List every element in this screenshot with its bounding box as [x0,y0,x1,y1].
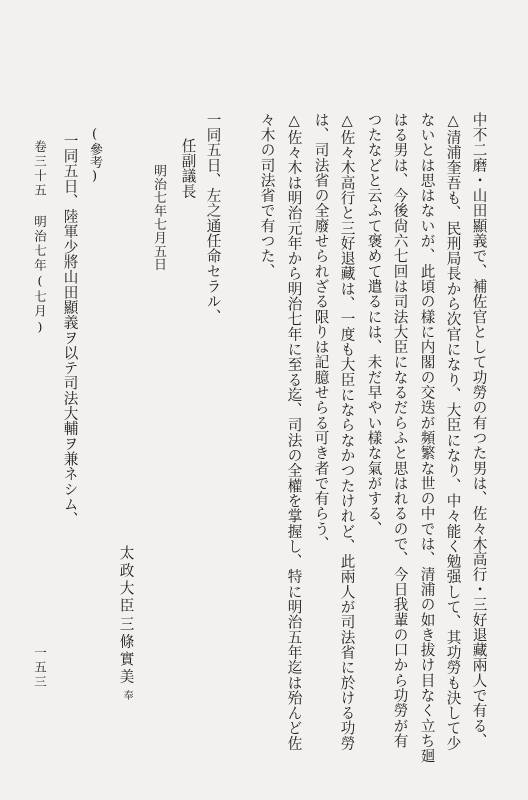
decree-date: 明治七年七月五日 [151,164,166,272]
decree-line: 一同五日、左之通任命セラル、 [204,112,222,325]
text-column-8: △佐々木は明治元年から明治七年に至る迄、司法の全權を掌握し、特に明治五年迄は殆んど佐 [285,112,303,751]
text-column-4: はる男は、今後尙六七回は司法大臣になるだらふと思はれるので、今日我輩の口から功勞が有 [391,112,409,749]
text-column-3: ないとは思はないが、此頃の樣に内閣の交迭が頻繁な世の中では、清浦の如き拔け目なく立ち廻 [418,112,436,764]
text-column-2: △清浦奎吾も、民刑局長から次官になり、大臣になり、中々能く勉强して、其功勞も決して少 [444,112,462,751]
text-column-9: 々木の司法省で有つた、 [258,112,276,279]
signature-title: 太政大臣 [117,545,135,616]
reference-line: 一同五日、陸軍少將山田顯義ヲ以テ司法大輔ヲ兼ネシム、 [61,133,79,527]
reference-heading: (參考) [87,127,102,185]
page-number: 一五三 [32,646,48,690]
decree-title: 任副議長 [179,138,197,199]
text-column-5: つたなどと云ふて褒めて遣るには、未だ早やい樣な氣がする、 [365,112,383,537]
text-column-6: △佐々木高行と三好退藏は、一度も大臣にならなかつたけれど、此兩人が司法省に於ける功勞 [338,112,356,751]
seal-mark: 奉 [121,690,132,700]
signature-name: 三條實美 [117,616,135,687]
text-column-7: は、司法省の全廢せられざる限りは記臆せらる可き者で有らう、 [312,112,330,552]
running-title: 卷三十五 明治七年(七月) [32,140,48,336]
text-column-1: 中不二磨・山田顯義で、補佐官として功勞の有つた男は、佐々木高行・三好退藏兩人で有る、 [470,112,488,749]
